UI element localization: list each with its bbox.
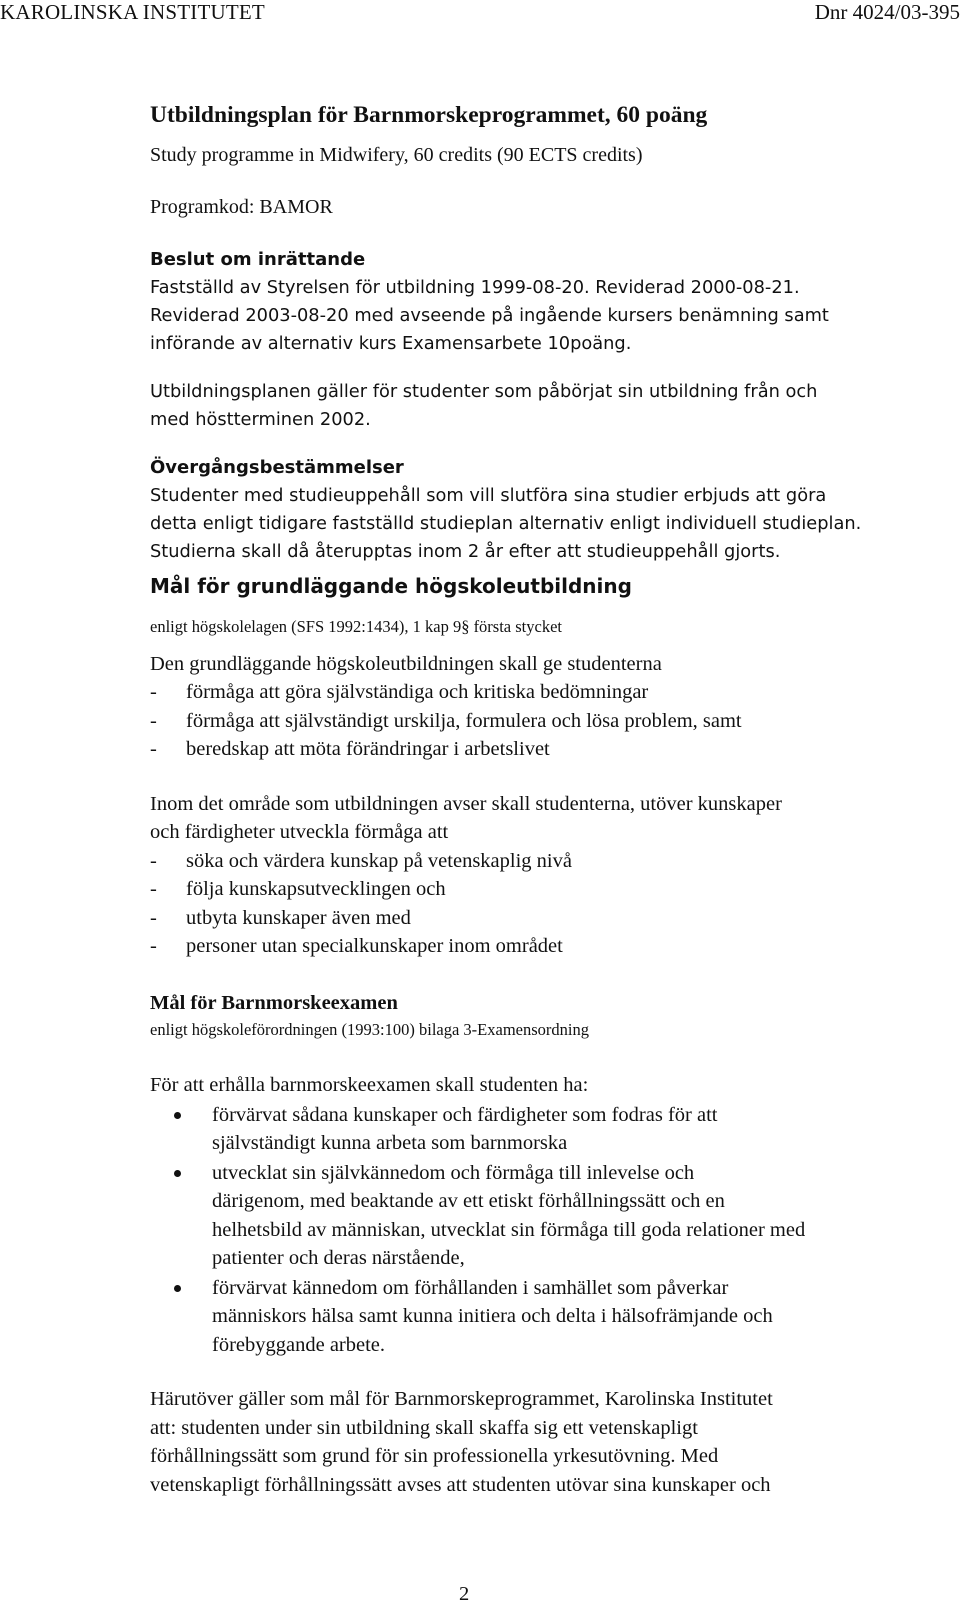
- dash-marker: -: [150, 738, 157, 760]
- decision-heading: Beslut om inrättande: [150, 249, 366, 270]
- list-item: förvärvat sådana kunskaper och färdigheter som fodras för att självständigt kunna arbeta som barnmorska: [150, 1101, 930, 1158]
- decision-line: Fastställd av Styrelsen för utbildning 1999-08-20. Reviderad 2000-08-21.: [150, 277, 800, 298]
- validity-line: Utbildningsplanen gäller för studenter som påbörjat sin utbildning från och: [150, 381, 818, 402]
- header-reference: Dnr 4024/03-395: [814, 0, 960, 24]
- dash-marker: -: [150, 849, 157, 872]
- dash-marker: -: [150, 906, 157, 929]
- list-item: - utbyta kunskaper även med: [150, 904, 930, 933]
- additional-line: att: studenten under sin utbildning skall skaffa sig ett vetenskapligt: [150, 1416, 698, 1439]
- document-subtitle: Study programme in Midwifery, 60 credits (90 ECTS credits): [150, 144, 643, 166]
- validity-line: med höstterminen 2002.: [150, 409, 371, 430]
- list-item: - förmåga att göra självständiga och kritiska bedömningar: [150, 678, 930, 707]
- dash-marker: -: [150, 878, 157, 900]
- midwife-exam-section: [150, 991, 930, 1041]
- within-area-line: Inom det område som utbildningen avser skall studenterna, utöver kunskaper: [150, 792, 782, 815]
- bullet-icon: [174, 1112, 181, 1119]
- list-item: - personer utan specialkunskaper inom området: [150, 932, 930, 961]
- dash-marker: -: [150, 709, 157, 732]
- document-body: [150, 100, 930, 1499]
- validity-section: [150, 378, 930, 434]
- within-area-line: och färdigheter utveckla förmåga att: [150, 821, 449, 843]
- higher-ed-goals-list: [150, 678, 930, 764]
- higher-ed-goals-lead: Den grundläggande högskoleutbildningen skall ge studenterna: [150, 653, 662, 675]
- dash-marker: -: [150, 681, 157, 703]
- list-item: - söka och värdera kunskap på vetenskaplig nivå: [150, 847, 930, 876]
- midwife-exam-reference: enligt högskoleförordningen (1993:100) bilaga 3-Examensordning: [150, 1019, 589, 1039]
- page-number: 2: [459, 1583, 470, 1605]
- transition-line: detta enligt tidigare fastställd studieplan alternativ enligt individuell studieplan.: [150, 513, 862, 534]
- decision-line: införande av alternativ kurs Examensarbete 10poäng.: [150, 333, 632, 354]
- additional-line: vetenskapligt förhållningssätt avses att studenten utövar sina kunskaper och: [150, 1473, 771, 1496]
- list-item: utvecklat sin självkännedom och förmåga till inlevelse och därigenom, med beaktande av ett etiskt förhållningssätt och en helhetsbild av människan, utvecklat sin förmåga till goda relationer med patienter och deras närstående,: [150, 1159, 930, 1273]
- higher-ed-goals-reference: enligt högskolelagen (SFS 1992:1434), 1 kap 9§ första stycket: [150, 617, 562, 636]
- within-area-list: [150, 847, 930, 961]
- requirements-list: [150, 1101, 930, 1360]
- decision-section: [150, 246, 930, 358]
- higher-ed-goals-section: [150, 572, 930, 764]
- decision-line: Reviderad 2003-08-20 med avseende på ingående kursers benämning samt: [150, 305, 829, 326]
- additional-goals-section: [150, 1385, 930, 1499]
- midwife-exam-heading: Mål för Barnmorskeexamen: [150, 991, 398, 1014]
- transition-line: Studenter med studieuppehåll som vill slutföra sina studier erbjuds att göra: [150, 485, 827, 506]
- list-item: förvärvat kännedom om förhållanden i samhället som påverkar människors hälsa samt kunna initiera och delta i hälsofrämjande och förebyggande arbete.: [150, 1274, 930, 1360]
- list-item: - beredskap att möta förändringar i arbetslivet: [150, 735, 930, 764]
- within-area-section: [150, 790, 930, 961]
- transition-heading: Övergångsbestämmelser: [150, 457, 404, 478]
- list-item: - följa kunskapsutvecklingen och: [150, 875, 930, 904]
- transition-line: Studierna skall då återupptas inom 2 år efter att studieuppehåll gjorts.: [150, 541, 781, 562]
- document-title: Utbildningsplan för Barnmorskeprogrammet, 60 poäng: [150, 102, 708, 128]
- bullet-icon: [174, 1170, 181, 1177]
- list-item: - förmåga att självständigt urskilja, formulera och lösa problem, samt: [150, 707, 930, 736]
- additional-line: Härutöver gäller som mål för Barnmorskeprogrammet, Karolinska Institutet: [150, 1388, 773, 1410]
- program-code: Programkod: BAMOR: [150, 196, 333, 218]
- header-institution: KAROLINSKA INSTITUTET: [0, 0, 265, 24]
- requirements-section: [150, 1071, 930, 1360]
- dash-marker: -: [150, 935, 157, 957]
- transition-section: [150, 454, 930, 566]
- requirements-lead: För att erhålla barnmorskeexamen skall studenten ha:: [150, 1073, 589, 1096]
- higher-ed-goals-heading: Mål för grundläggande högskoleutbildning: [150, 574, 632, 598]
- additional-line: förhållningssätt som grund för sin professionella yrkesutövning. Med: [150, 1445, 719, 1467]
- bullet-icon: [174, 1285, 181, 1292]
